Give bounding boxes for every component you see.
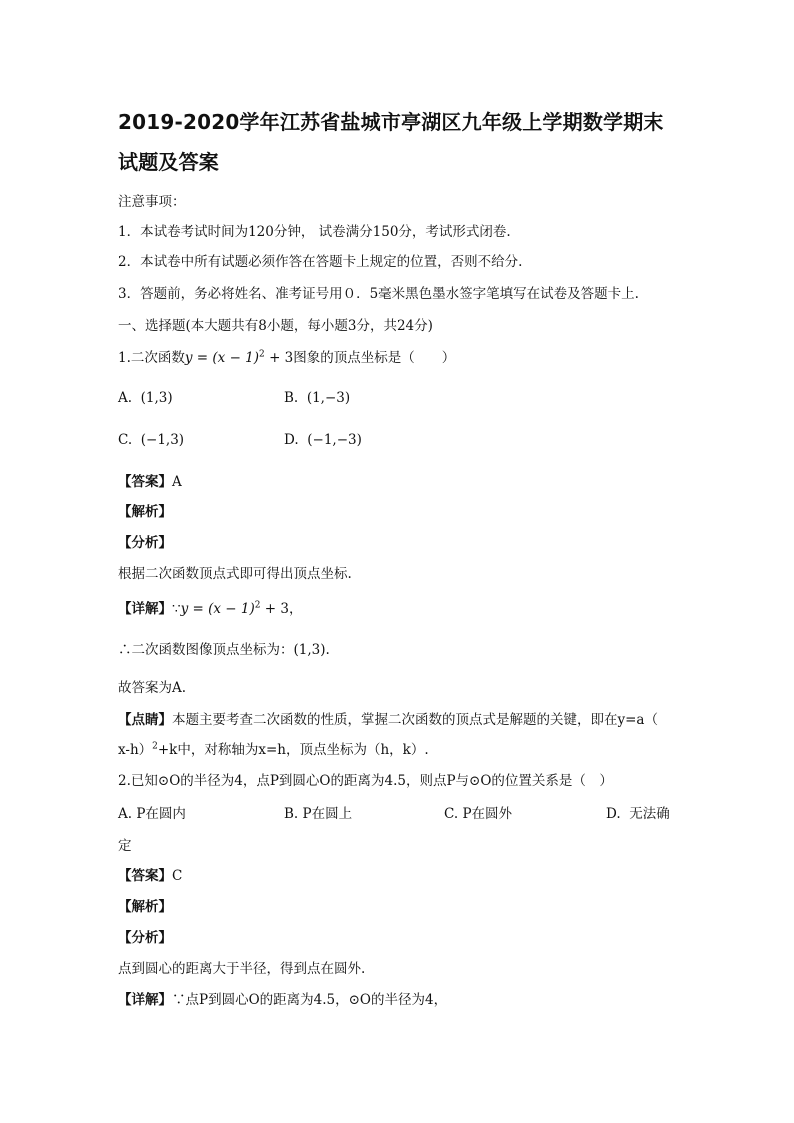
option-label: D. [606,806,621,822]
option-value: (−1,3) [140,432,185,448]
conclusion-period: . [325,642,330,658]
notice-header: 注意事项： [118,194,186,210]
option-label: C. [444,806,459,822]
detail-exponent: 2 [254,600,261,611]
option-value: (−1,−3) [307,432,362,448]
option-label: D. [284,432,299,448]
question-2-option-d-wrap: 定 [118,838,132,854]
question-1-option-d [284,432,362,448]
question-2-detail [118,988,447,1008]
conclusion-text: ∴二次函数图像顶点坐标为： [118,642,294,658]
question-2-option-a [118,802,186,822]
option-value: 无法确 [629,806,670,822]
question-1-dianjing-line1 [118,708,658,728]
document-title-line2: 试题及答案 [118,150,219,174]
detail-formula-tail: + 3， [260,601,303,617]
question-2-stem: 2.已知⊙O的半径为4，点P到圆心O的距离为4.5，则点P与⊙O的位置关系是（ ） [118,773,613,789]
question-1-detail [118,597,302,617]
detail-tag: 【详解】 [118,601,172,617]
question-1-analysis-tag: 【解析】 [118,504,172,520]
question-2-analysis-tag: 【解析】 [118,899,172,915]
question-1-formula: y = (x − 1) [184,350,260,366]
question-1-option-c [118,432,184,448]
question-1-fenxi: 根据二次函数顶点式即可得出顶点坐标. [118,566,352,582]
document-title-line1: 2019-2020学年江苏省盐城市亭湖区九年级上学期数学期末 [118,110,664,134]
option-value: P在圆外 [462,806,513,822]
question-2-option-d [606,802,670,822]
notice-item-1: 1．本试卷考试时间为120分钟， 试卷满分150分，考试形式闭卷. [118,224,511,240]
answer-tag: 【答案】 [118,474,172,490]
question-1-option-b [284,390,350,406]
option-label: C. [118,432,133,448]
option-value: (1,−3) [306,390,351,406]
option-value: (1,3) [140,390,173,406]
option-label: A. [118,390,133,406]
detail-formula: y = (x − 1) [180,601,255,617]
notice-item-2: 2．本试卷中所有试题必须作答在答题卡上规定的位置，否则不给分. [118,254,523,270]
option-label: A. [118,806,133,822]
question-1-final: 故答案为A. [118,680,187,696]
question-1-dianjing-line2 [118,738,429,758]
notice-item-3: 3．答题前，务必将姓名、准考证号用０．5毫米黑色墨水签字笔填写在试卷及答题卡上. [118,286,639,302]
dianjing-text-a: x-h） [118,742,153,758]
answer-tag: 【答案】 [118,868,172,884]
detail-text: ∵点P到圆心O的距离为4.5，⊙O的半径为4， [172,992,448,1008]
answer-value: C [172,868,183,884]
detail-tag: 【详解】 [118,992,172,1008]
section-heading: 一、选择题(本大题共有8小题，每小题3分，共24分) [118,318,433,334]
question-2-fenxi-tag: 【分析】 [118,930,172,946]
question-1-answer [118,470,182,490]
dianjing-tag: 【点睛】 [118,712,172,728]
option-value: P在圆内 [136,806,186,822]
dianjing-exponent: 2 [152,741,158,752]
question-2-answer [118,864,182,884]
question-2-fenxi: 点到圆心的距离大于半径，得到点在圆外. [118,961,366,977]
question-2-option-b [284,802,352,822]
question-1-formula-tail: + 3 [264,350,294,366]
answer-value: A [172,474,182,490]
question-1-fenxi-tag: 【分析】 [118,535,172,551]
because-symbol: ∵ [172,601,181,617]
question-1-conclusion [118,638,330,658]
question-1-exponent: 2 [259,349,265,360]
question-2-option-c [444,802,512,822]
question-1-stem [118,346,455,366]
option-value: P在圆上 [302,806,353,822]
option-label: B. [284,806,299,822]
conclusion-value: (1,3) [293,642,326,658]
dianjing-text-b: +k中，对称轴为x=h，顶点坐标为（h，k）. [157,742,429,758]
question-1-suffix: 图象的顶点坐标是（ ） [293,350,456,366]
question-1-prefix: 1.二次函数 [118,350,185,366]
dianjing-text: 本题主要考查二次函数的性质，掌握二次函数的顶点式是解题的关键，即在y=a（ [172,712,658,728]
question-1-option-a [118,390,173,406]
option-label: B. [284,390,299,406]
